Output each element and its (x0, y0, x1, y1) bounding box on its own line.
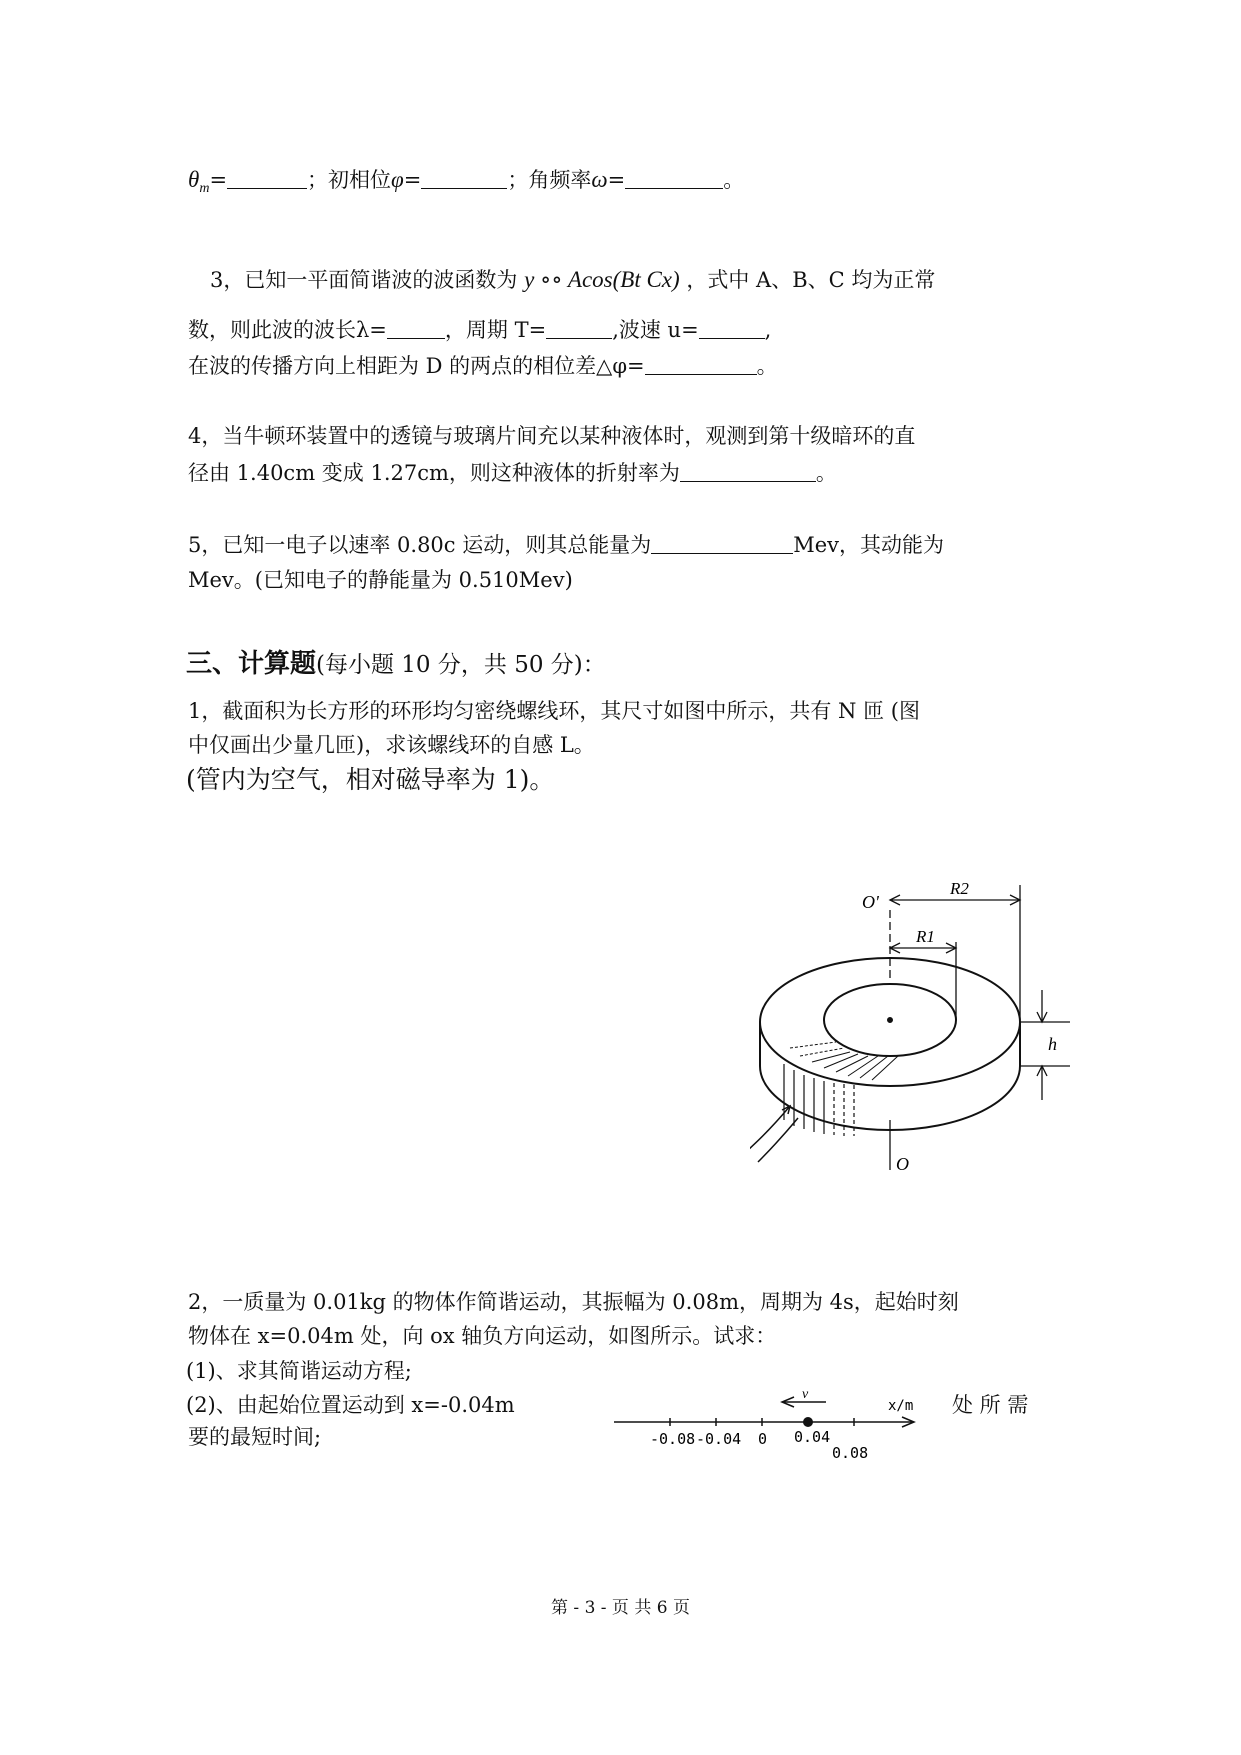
c2-text-5: 要的最短时间; (188, 1425, 322, 1449)
wavelength-label: 数，则此波的波长λ= (188, 318, 387, 342)
blank-phase[interactable] (421, 168, 507, 189)
end-mark: 。 (815, 461, 837, 485)
c2-line2 (188, 1322, 776, 1350)
blank-refractive-index[interactable] (680, 461, 816, 482)
q3-line1 (210, 266, 935, 294)
c2-text-3: (1)、求其简谐运动方程; (186, 1359, 412, 1383)
c2-line4-b (952, 1391, 1028, 1419)
q4-text2: 径由 1.40cm 变成 1.27cm，则这种液体的折射率为 (188, 461, 680, 485)
angular-freq-label: ；角频率 (507, 168, 592, 192)
blank-speed[interactable] (699, 318, 765, 339)
c1-line3 (186, 766, 554, 794)
c1-line1 (188, 697, 920, 725)
x-axis-figure (610, 1382, 930, 1462)
period-label: ，周期 T= (444, 318, 547, 342)
q3-line2 (188, 316, 771, 344)
velocity-label: v (802, 1387, 809, 1402)
theta-subscript: m (199, 181, 210, 197)
eq-sign: = (607, 168, 626, 192)
tick-label: 0 (758, 1430, 768, 1448)
c1-line2 (188, 731, 595, 759)
tick-label: -0.08 (650, 1430, 696, 1448)
section-heading (186, 648, 606, 681)
blank-omega[interactable] (625, 168, 723, 189)
phi-symbol: φ (391, 167, 404, 192)
c1-text: 1，截面积为长方形的环形均匀密绕螺线环，其尺寸如图中所示，共有 N 匝 (图 (188, 699, 920, 723)
prev-question-line (188, 166, 744, 203)
c1-text-2: 中仅画出少量几匝)，求该螺线环的自感 L。 (188, 733, 595, 757)
section-note: (每小题 10 分，共 50 分)： (316, 652, 606, 678)
q3-text-pre: 3，已知一平面简谐波的波函数为 (210, 268, 518, 292)
q4-text: 4，当牛顿环装置中的透镜与玻璃片间充以某种液体时，观测到第十级暗环的直 (188, 424, 916, 448)
q4-line1 (188, 422, 915, 450)
c2-line4-a (186, 1391, 515, 1419)
q5-text-b: Mev，其动能为 (793, 533, 945, 557)
phase-diff-label: 在波的传播方向上相距为 D 的两点的相位差△φ= (188, 354, 645, 378)
section-title: 三、计算题 (186, 649, 317, 679)
c1-text-3: (管内为空气，相对磁导率为 1)。 (186, 765, 555, 794)
blank-period[interactable] (546, 318, 612, 339)
comma: , (764, 318, 772, 342)
q3-line3 (188, 352, 778, 380)
blank-theta-m[interactable] (227, 168, 307, 189)
c2-text-2: 物体在 x=0.04m 处，向 ox 轴负方向运动，如图所示。试求： (188, 1324, 777, 1348)
q5-line1 (188, 531, 944, 559)
wave-formula: y ∘∘ Acos(Bt Cx) (524, 267, 680, 292)
blank-total-energy[interactable] (651, 533, 793, 554)
blank-wavelength[interactable] (387, 318, 445, 339)
q5-text: 5，已知一电子以速率 0.80c 运动，则其总能量为 (188, 533, 652, 557)
speed-label: ,波速 u= (612, 318, 699, 342)
blank-phase-diff[interactable] (645, 354, 757, 375)
theta-symbol: θ (188, 167, 200, 192)
c2-text: 2，一质量为 0.01kg 的物体作简谐运动，其振幅为 0.08m，周期为 4s，起始时刻 (188, 1290, 959, 1314)
page-number: 第 - 3 - 页 共 6 页 (551, 1598, 690, 1618)
end-mark: 。 (756, 354, 778, 378)
label-o-prime: O' (862, 892, 879, 912)
toroid-figure (750, 870, 1090, 1190)
page-footer (0, 1593, 1241, 1618)
tick-label: -0.04 (696, 1430, 742, 1448)
c2-text-4a: (2)、由起始位置运动到 x=-0.04m (186, 1393, 515, 1417)
end-mark: 。 (723, 168, 745, 192)
eq-sign: = (209, 168, 228, 192)
label-o: O (896, 1154, 909, 1174)
eq-sign: = (403, 168, 422, 192)
q5-line2 (188, 566, 573, 594)
c2-line3 (186, 1357, 412, 1385)
c2-line1 (188, 1288, 959, 1316)
axis-unit-label: x/m (888, 1398, 914, 1414)
label-h: h (1048, 1034, 1057, 1054)
omega-symbol: ω (591, 167, 608, 192)
q3-text-post: ，式中 A、B、C 均为正常 (686, 268, 936, 292)
q4-line2 (188, 459, 837, 487)
phase-label: ；初相位 (307, 168, 392, 192)
label-r2: R2 (950, 879, 969, 898)
c2-line5 (188, 1423, 321, 1451)
q5-text-2: Mev。(已知电子的静能量为 0.510Mev) (188, 568, 573, 592)
tick-label: 0.04 (794, 1428, 831, 1446)
object-dot (803, 1417, 813, 1427)
label-r1: R1 (916, 927, 935, 946)
tick-label: 0.08 (832, 1444, 869, 1462)
c2-text-4b: 处 所 需 (952, 1393, 1029, 1417)
